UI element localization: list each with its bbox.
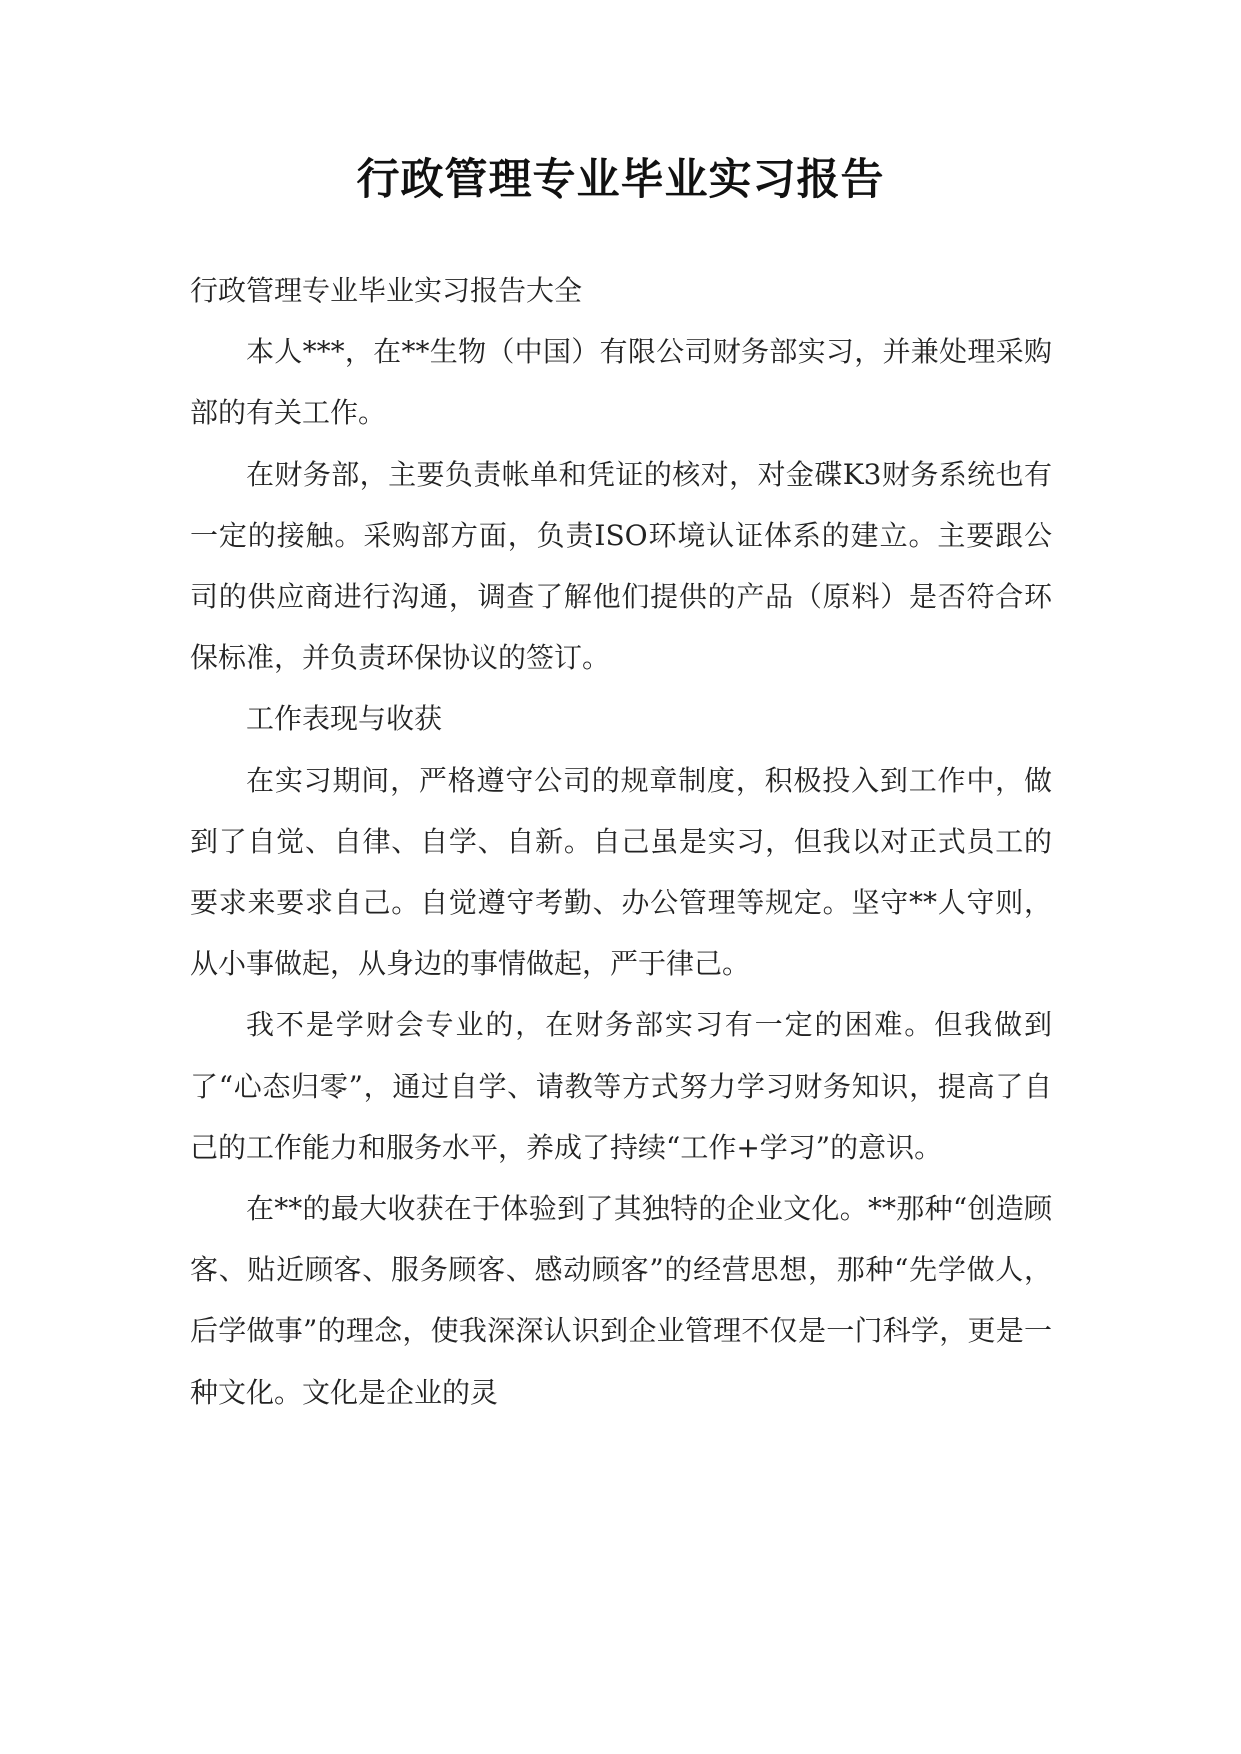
document-title: 行政管理专业毕业实习报告 (356, 155, 885, 205)
body-paragraph: 在财务部，主要负责帐单和凭证的核对，对金碟K3财务系统也有一定的接触。采购部方面，负责ISO环境认证体系的建立。主要跟公司的供应商进行沟通，调查了解他们提供的产品（原料）是否符合环保标准，并负责环保协议的签订。 (190, 457, 1052, 675)
section-heading: 工作表现与收获 (246, 702, 443, 736)
subtitle-paragraph: 行政管理专业毕业实习报告大全 (190, 274, 583, 307)
body-paragraph: 本人***，在**生物（中国）有限公司财务部实习，并兼处理采购部的有关工作。 (190, 335, 1052, 430)
document-body (190, 260, 1052, 1423)
body-paragraph: 我不是学财会专业的，在财务部实习有一定的困难。但我做到了“心态归零”，通过自学、请教等方式努力学习财务知识，提高了自己的工作能力和服务水平，养成了持续“工作+学习”的意识。 (190, 1008, 1052, 1164)
body-paragraph: 在实习期间，严格遵守公司的规章制度，积极投入到工作中，做到了自觉、自律、自学、自新。自己虽是实习，但我以对正式员工的要求来要求自己。自觉遵守考勤、办公管理等规定。坚守**人守则，从小事做起，从身边的事情做起，严于律己。 (190, 763, 1052, 981)
body-paragraph: 在**的最大收获在于体验到了其独特的企业文化。**那种“创造顾客、贴近顾客、服务顾客、感动顾客”的经营思想，那种“先学做人，后学做事”的理念，使我深深认识到企业管理不仅是一门科学，更是一种文化。文化是企业的灵 (190, 1192, 1052, 1409)
